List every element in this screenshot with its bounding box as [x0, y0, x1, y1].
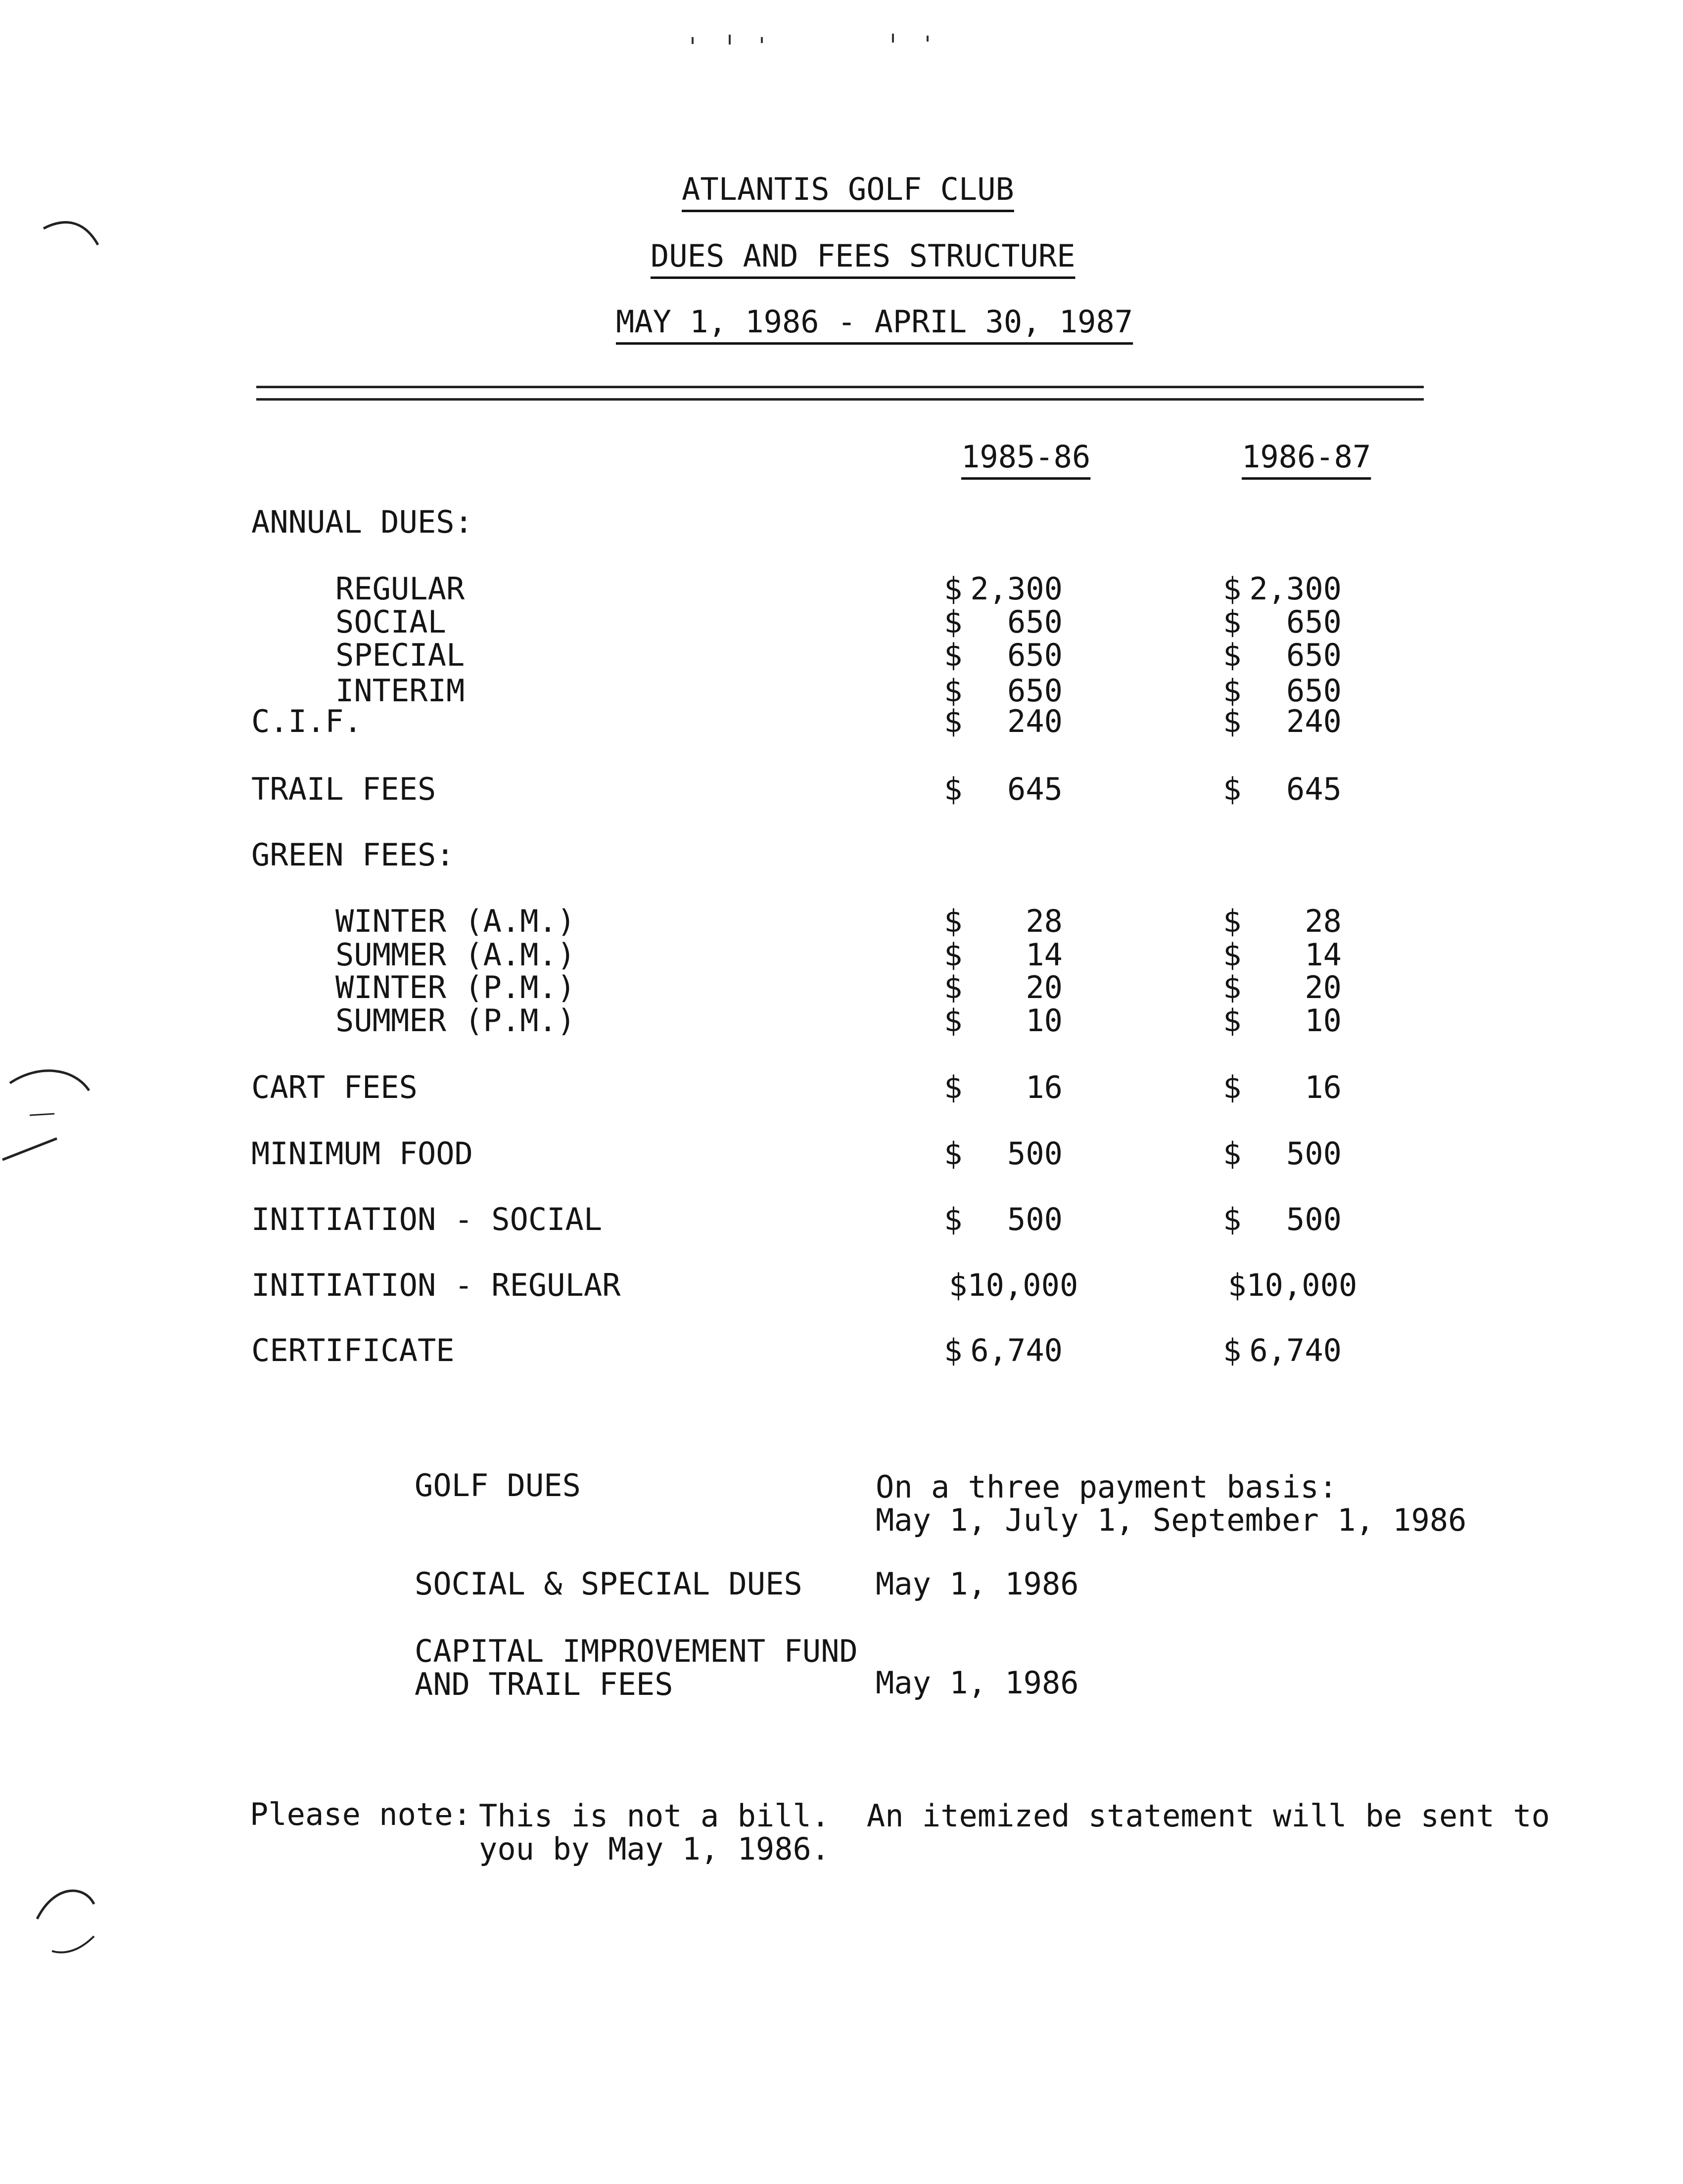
fee-label: CART FEES — [251, 1069, 418, 1105]
currency-symbol: $ — [944, 1201, 963, 1237]
amount-1985-86: 6,740 — [970, 1332, 1063, 1368]
amount-1985-86: 645 — [1007, 771, 1063, 807]
amount-1986-87: 650 — [1286, 604, 1342, 640]
currency-symbol: $ — [944, 903, 963, 939]
currency-symbol: $ — [1223, 604, 1242, 640]
fee-label: ANNUAL DUES: — [251, 504, 473, 540]
amount-1985-86: 500 — [1007, 1136, 1063, 1172]
fee-label: WINTER (P.M.) — [335, 969, 576, 1005]
currency-symbol: $ — [944, 1136, 963, 1172]
currency-symbol: $ — [1223, 571, 1242, 607]
fee-label: SUMMER (P.M.) — [335, 1002, 576, 1039]
document-title: DUES AND FEES STRUCTURE — [651, 238, 1075, 274]
schedule-item-golf-dues: GOLF DUES — [415, 1467, 581, 1503]
amount-1986-87: $10,000 — [1228, 1267, 1357, 1303]
currency-symbol: $ — [1223, 703, 1242, 739]
currency-symbol: $ — [944, 637, 963, 673]
currency-symbol: $ — [1223, 903, 1242, 939]
fee-label: SUMMER (A.M.) — [335, 937, 576, 973]
amount-1986-87: 20 — [1305, 969, 1342, 1005]
amount-1985-86: 650 — [1007, 673, 1063, 709]
currency-symbol: $ — [1223, 937, 1242, 973]
fee-label: SOCIAL — [335, 604, 446, 640]
currency-symbol: $ — [1223, 771, 1242, 807]
currency-symbol: $ — [1223, 1332, 1242, 1368]
column-header-1986-87: 1986-87 — [1242, 439, 1371, 475]
amount-1985-86: 16 — [1026, 1069, 1063, 1105]
currency-symbol: $ — [1223, 1136, 1242, 1172]
currency-symbol: $ — [1223, 1201, 1242, 1237]
currency-symbol: $ — [944, 1332, 963, 1368]
currency-symbol: $ — [944, 1069, 963, 1105]
amount-1986-87: 645 — [1286, 771, 1342, 807]
amount-1985-86: $10,000 — [949, 1267, 1078, 1303]
currency-symbol: $ — [1223, 1069, 1242, 1105]
schedule-item-capital-fund: CAPITAL IMPROVEMENT FUND AND TRAIL FEES — [415, 1633, 858, 1702]
club-name: ATLANTIS GOLF CLUB — [682, 171, 1014, 207]
amount-1986-87: 6,740 — [1249, 1332, 1342, 1368]
fee-label: TRAIL FEES — [251, 771, 436, 807]
amount-1986-87: 28 — [1305, 903, 1342, 939]
amount-1986-87: 500 — [1286, 1136, 1342, 1172]
schedule-item-social-special: SOCIAL & SPECIAL DUES — [415, 1566, 802, 1602]
fee-label: INITIATION - REGULAR — [251, 1267, 621, 1303]
fee-label: GREEN FEES: — [251, 837, 455, 873]
fee-label: MINIMUM FOOD — [251, 1136, 473, 1172]
amount-1986-87: 240 — [1286, 703, 1342, 739]
currency-symbol: $ — [944, 1002, 963, 1039]
column-header-1985-86: 1985-86 — [961, 439, 1091, 475]
currency-symbol: $ — [944, 969, 963, 1005]
amount-1985-86: 20 — [1026, 969, 1063, 1005]
amount-1985-86: 10 — [1026, 1002, 1063, 1039]
fee-label: CERTIFICATE — [251, 1332, 455, 1368]
currency-symbol: $ — [944, 673, 963, 709]
amount-1986-87: 2,300 — [1249, 571, 1342, 607]
amount-1985-86: 2,300 — [970, 571, 1063, 607]
amount-1985-86: 14 — [1026, 937, 1063, 973]
amount-1986-87: 16 — [1305, 1069, 1342, 1105]
fee-label: REGULAR — [335, 571, 465, 607]
schedule-when-golf-dues: On a three payment basis: May 1, July 1, September 1, 1986 — [876, 1469, 1467, 1538]
period-range: MAY 1, 1986 - APRIL 30, 1987 — [616, 304, 1133, 340]
amount-1986-87: 650 — [1286, 637, 1342, 673]
amount-1986-87: 14 — [1305, 937, 1342, 973]
fee-label: INITIATION - SOCIAL — [251, 1201, 603, 1237]
note-label: Please note: — [250, 1796, 471, 1832]
fee-label: WINTER (A.M.) — [335, 903, 576, 939]
amount-1985-86: 650 — [1007, 637, 1063, 673]
amount-1986-87: 500 — [1286, 1201, 1342, 1237]
currency-symbol: $ — [944, 604, 963, 640]
fee-label: INTERIM — [335, 673, 465, 709]
amount-1985-86: 500 — [1007, 1201, 1063, 1237]
currency-symbol: $ — [1223, 637, 1242, 673]
fee-label: C.I.F. — [251, 703, 362, 739]
amount-1986-87: 10 — [1305, 1002, 1342, 1039]
currency-symbol: $ — [944, 771, 963, 807]
amount-1985-86: 28 — [1026, 903, 1063, 939]
note-text: This is not a bill. An itemized statement will be sent to you by May 1, 1986. — [479, 1798, 1550, 1867]
currency-symbol: $ — [1223, 1002, 1242, 1039]
currency-symbol: $ — [944, 703, 963, 739]
currency-symbol: $ — [944, 571, 963, 607]
schedule-when-social-special: May 1, 1986 — [876, 1566, 1079, 1602]
schedule-when-capital-fund: May 1, 1986 — [876, 1665, 1079, 1701]
currency-symbol: $ — [1223, 673, 1242, 709]
fee-label: SPECIAL — [335, 637, 465, 673]
currency-symbol: $ — [1223, 969, 1242, 1005]
amount-1986-87: 650 — [1286, 673, 1342, 709]
amount-1985-86: 240 — [1007, 703, 1063, 739]
currency-symbol: $ — [944, 937, 963, 973]
amount-1985-86: 650 — [1007, 604, 1063, 640]
